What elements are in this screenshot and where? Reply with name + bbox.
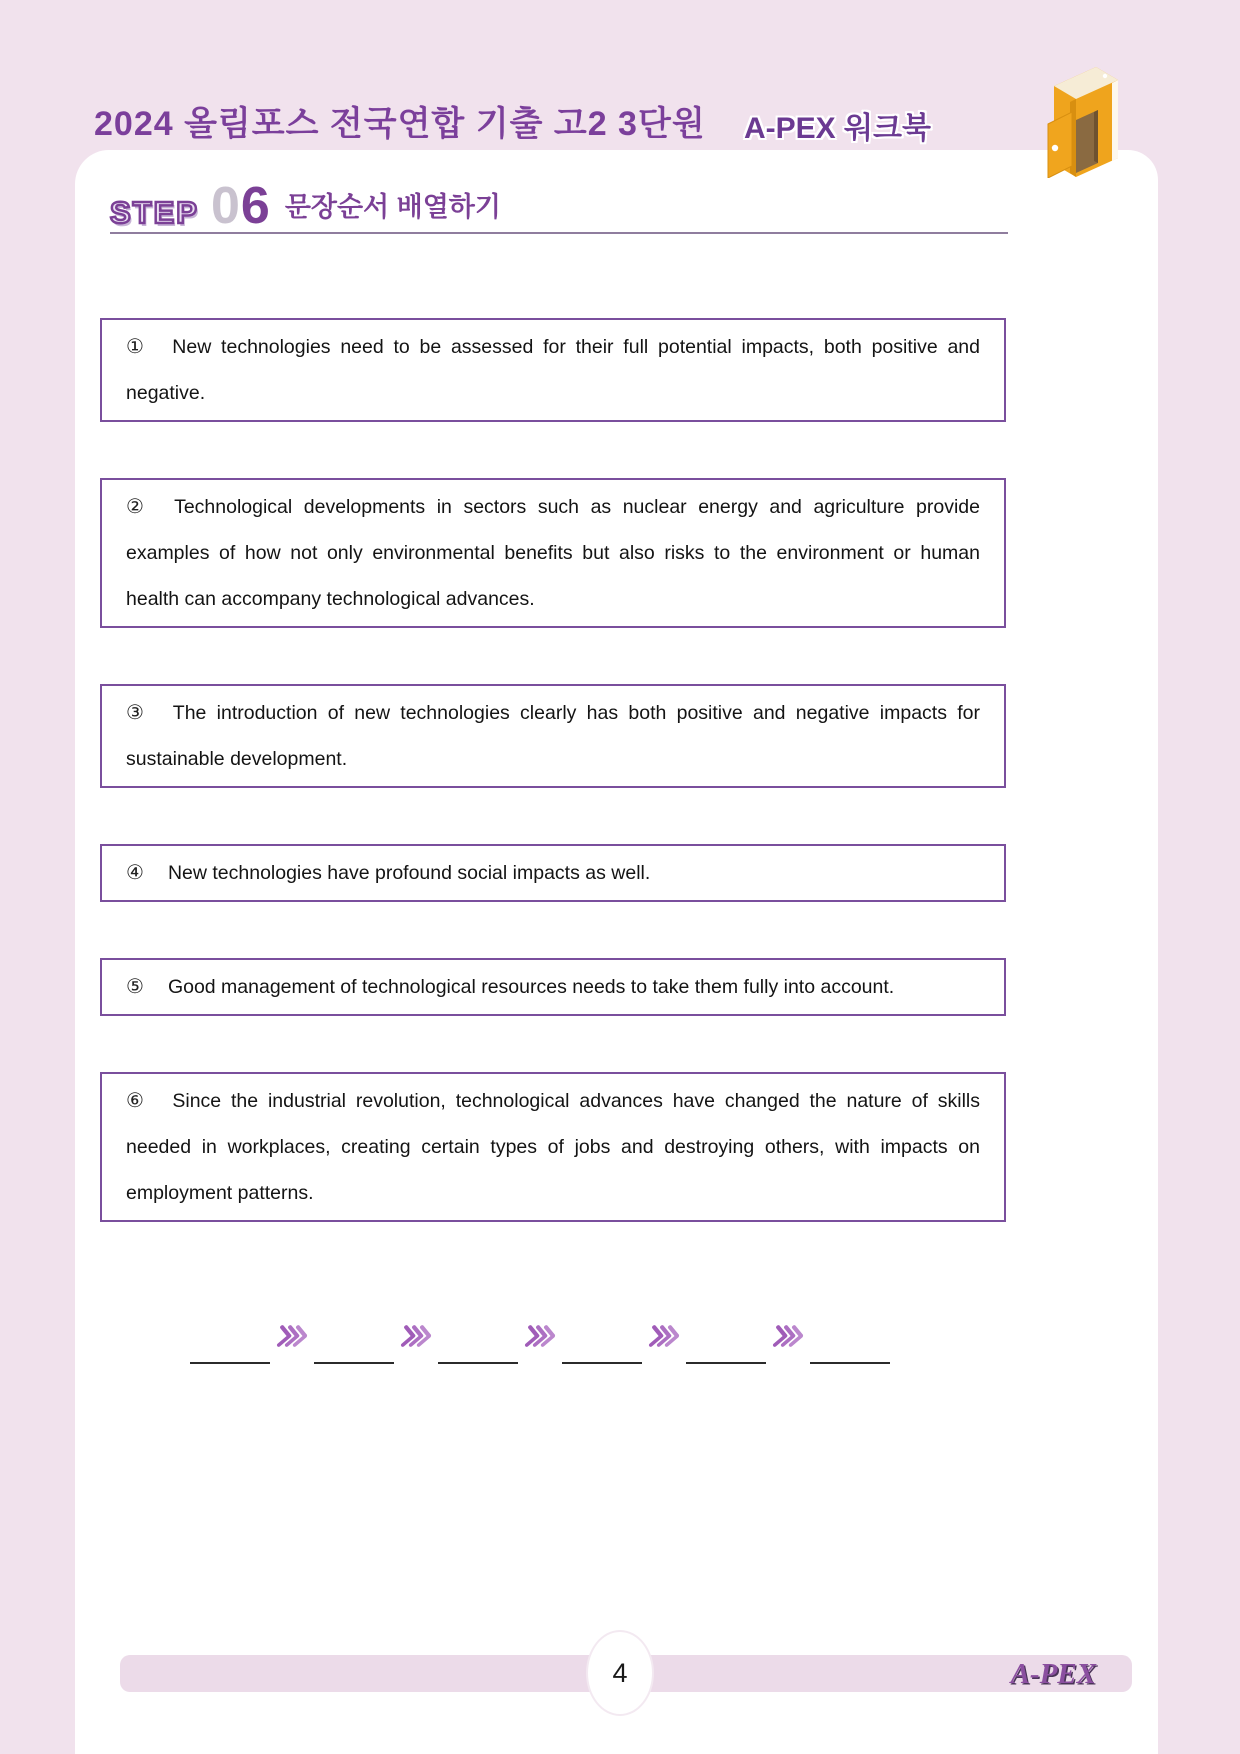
answer-blank-5: [686, 1338, 766, 1364]
answer-blank-4: [562, 1338, 642, 1364]
step-number: 06: [210, 176, 271, 235]
sentence-box-list: [100, 318, 1006, 1278]
triple-chevron-icon: [275, 1324, 309, 1348]
book-door-icon: [1036, 56, 1132, 178]
sentence-text: The introduction of new technologies clearly has both positive and negative impacts for sustainable development.: [126, 702, 980, 770]
arrow-cell: [766, 1324, 810, 1364]
sentence-box-4: [100, 844, 1006, 902]
answer-blank-6: [810, 1338, 890, 1364]
sentence-text: Good management of technological resources needs to take them fully into account.: [167, 976, 895, 998]
step-heading: [110, 176, 1008, 235]
triple-chevron-icon: [523, 1324, 557, 1348]
answer-blank-2: [314, 1338, 394, 1364]
sentence-box-5: [100, 958, 1006, 1016]
sentence-text: Since the industrial revolution, technological advances have changed the nature of skills needed in workplaces, creating certain types of jobs and destroying others, with impacts on employment patterns.: [126, 1090, 980, 1204]
sentence-number: ⑥: [126, 1090, 149, 1112]
answer-ordering-row: [190, 1330, 890, 1364]
sentence-box-6: [100, 1072, 1006, 1222]
sentence-number: ⑤: [126, 976, 144, 998]
sentence-number: ③: [126, 702, 149, 724]
sentence-number: ④: [126, 862, 144, 884]
brand-label: A-PEX 워크북: [744, 112, 931, 145]
footer-logo: A-PEX: [1010, 1658, 1096, 1690]
page-number-badge: [588, 1632, 652, 1714]
sentence-box-3: [100, 684, 1006, 788]
page-number: 4: [612, 1657, 628, 1688]
sentence-text: New technologies need to be assessed for their full potential impacts, both positive and negative.: [126, 336, 980, 404]
arrow-cell: [642, 1324, 686, 1364]
sentence-box-1: [100, 318, 1006, 422]
triple-chevron-icon: [771, 1324, 805, 1348]
answer-blank-1: [190, 1338, 270, 1364]
page-title: 2024 올림포스 전국연합 기출 고2 3단원: [94, 105, 706, 143]
step-label: STEP: [110, 195, 199, 230]
arrow-cell: [394, 1324, 438, 1364]
triple-chevron-icon: [647, 1324, 681, 1348]
arrow-cell: [518, 1324, 562, 1364]
answer-blank-3: [438, 1338, 518, 1364]
sentence-number: ②: [126, 496, 151, 518]
step-subtitle: 문장순서 배열하기: [284, 192, 501, 222]
sentence-text: New technologies have profound social impacts as well.: [167, 862, 651, 884]
sentence-box-2: [100, 478, 1006, 628]
triple-chevron-icon: [399, 1324, 433, 1348]
sentence-text: Technological developments in sectors such as nuclear energy and agriculture provide examples of how not only environmental benefits but also risks to the environment or human health can accompany technological advances.: [126, 496, 980, 610]
arrow-cell: [270, 1324, 314, 1364]
sentence-number: ①: [126, 336, 149, 358]
